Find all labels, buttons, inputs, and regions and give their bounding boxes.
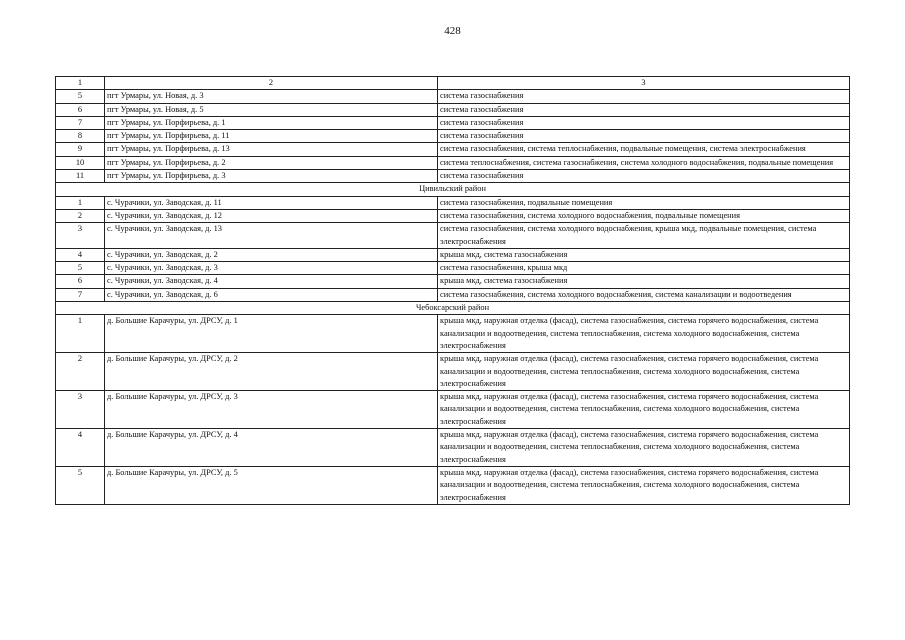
table-row — [56, 170, 850, 183]
row-works: система газоснабжения — [438, 170, 850, 183]
row-number: 3 — [56, 223, 105, 249]
row-works: система теплоснабжения, система газоснабжения, система холодного водоснабжения, подвальные помещения — [438, 156, 850, 169]
table-row — [56, 262, 850, 275]
row-works: система газоснабжения, система холодного водоснабжения, крыша мкд, подвальные помещения, система электроснабжения — [438, 223, 850, 249]
row-number: 11 — [56, 170, 105, 183]
row-number: 9 — [56, 143, 105, 156]
row-works: крыша мкд, наружная отделка (фасад), система газоснабжения, система горячего водоснабжения, система канализации и водоотведения, система теплоснабжения, система холодного водоснабжения, система электроснабжения — [438, 315, 850, 353]
row-address: с. Чурачики, ул. Заводская, д. 2 — [105, 248, 438, 261]
table-row — [56, 90, 850, 103]
works-table — [55, 76, 850, 505]
row-works: крыша мкд, система газоснабжения — [438, 248, 850, 261]
table-row — [56, 156, 850, 169]
table-row — [56, 143, 850, 156]
row-works: система газоснабжения, система теплоснабжения, подвальные помещения, система электроснабжения — [438, 143, 850, 156]
table-row — [56, 429, 850, 467]
row-number: 6 — [56, 275, 105, 288]
row-address: пгт Урмары, ул. Новая, д. 5 — [105, 103, 438, 116]
row-address: пгт Урмары, ул. Порфирьева, д. 1 — [105, 116, 438, 129]
header-col-1: 1 — [56, 77, 105, 90]
row-number: 5 — [56, 262, 105, 275]
row-works: система газоснабжения — [438, 90, 850, 103]
row-number: 1 — [56, 315, 105, 353]
row-address: с. Чурачики, ул. Заводская, д. 6 — [105, 288, 438, 301]
table-row — [56, 353, 850, 391]
page-number: 428 — [444, 25, 461, 37]
row-works: система газоснабжения, крыша мкд — [438, 262, 850, 275]
table-row — [56, 275, 850, 288]
table-row — [56, 315, 850, 353]
table-header-row — [56, 77, 850, 90]
row-works: система газоснабжения — [438, 103, 850, 116]
section-row — [56, 183, 850, 196]
table-row — [56, 248, 850, 261]
row-address: пгт Урмары, ул. Порфирьева, д. 13 — [105, 143, 438, 156]
row-works: крыша мкд, система газоснабжения — [438, 275, 850, 288]
row-address: д. Большие Карачуры, ул. ДРСУ, д. 4 — [105, 429, 438, 467]
row-address: с. Чурачики, ул. Заводская, д. 3 — [105, 262, 438, 275]
row-number: 5 — [56, 466, 105, 504]
table-row — [56, 466, 850, 504]
row-address: с. Чурачики, ул. Заводская, д. 13 — [105, 223, 438, 249]
row-number: 4 — [56, 429, 105, 467]
section-title: Цивильский район — [56, 183, 850, 196]
table-row — [56, 223, 850, 249]
row-works: система газоснабжения — [438, 130, 850, 143]
row-address: пгт Урмары, ул. Новая, д. 3 — [105, 90, 438, 103]
row-works: система газоснабжения, система холодного водоснабжения, система канализации и водоотведения — [438, 288, 850, 301]
row-address: пгт Урмары, ул. Порфирьева, д. 11 — [105, 130, 438, 143]
table-row — [56, 209, 850, 222]
row-number: 7 — [56, 288, 105, 301]
section-row — [56, 302, 850, 315]
row-address: пгт Урмары, ул. Порфирьева, д. 3 — [105, 170, 438, 183]
row-number: 2 — [56, 353, 105, 391]
row-number: 10 — [56, 156, 105, 169]
table-row — [56, 103, 850, 116]
table-body — [56, 90, 850, 505]
table-row — [56, 196, 850, 209]
table-row — [56, 130, 850, 143]
header-col-3: 3 — [438, 77, 850, 90]
row-number: 8 — [56, 130, 105, 143]
row-address: с. Чурачики, ул. Заводская, д. 11 — [105, 196, 438, 209]
row-number: 2 — [56, 209, 105, 222]
row-number: 1 — [56, 196, 105, 209]
row-works: крыша мкд, наружная отделка (фасад), система газоснабжения, система горячего водоснабжения, система канализации и водоотведения, система теплоснабжения, система холодного водоснабжения, система электроснабжения — [438, 429, 850, 467]
row-number: 3 — [56, 391, 105, 429]
table-row — [56, 391, 850, 429]
table-row — [56, 116, 850, 129]
row-works: система газоснабжения, система холодного водоснабжения, подвальные помещения — [438, 209, 850, 222]
row-address: д. Большие Карачуры, ул. ДРСУ, д. 3 — [105, 391, 438, 429]
row-number: 5 — [56, 90, 105, 103]
row-works: крыша мкд, наружная отделка (фасад), система газоснабжения, система горячего водоснабжения, система канализации и водоотведения, система теплоснабжения, система холодного водоснабжения, система электроснабжения — [438, 466, 850, 504]
row-number: 4 — [56, 248, 105, 261]
row-address: д. Большие Карачуры, ул. ДРСУ, д. 2 — [105, 353, 438, 391]
row-address: пгт Урмары, ул. Порфирьева, д. 2 — [105, 156, 438, 169]
row-works: крыша мкд, наружная отделка (фасад), система газоснабжения, система горячего водоснабжения, система канализации и водоотведения, система теплоснабжения, система холодного водоснабжения, система электроснабжения — [438, 391, 850, 429]
row-works: система газоснабжения — [438, 116, 850, 129]
row-number: 6 — [56, 103, 105, 116]
section-title: Чебоксарский район — [56, 302, 850, 315]
header-col-2: 2 — [105, 77, 438, 90]
row-number: 7 — [56, 116, 105, 129]
row-address: с. Чурачики, ул. Заводская, д. 4 — [105, 275, 438, 288]
row-works: крыша мкд, наружная отделка (фасад), система газоснабжения, система горячего водоснабжения, система канализации и водоотведения, система теплоснабжения, система холодного водоснабжения, система электроснабжения — [438, 353, 850, 391]
row-address: д. Большие Карачуры, ул. ДРСУ, д. 5 — [105, 466, 438, 504]
row-address: с. Чурачики, ул. Заводская, д. 12 — [105, 209, 438, 222]
table-row — [56, 288, 850, 301]
row-works: система газоснабжения, подвальные помещения — [438, 196, 850, 209]
row-address: д. Большие Карачуры, ул. ДРСУ, д. 1 — [105, 315, 438, 353]
